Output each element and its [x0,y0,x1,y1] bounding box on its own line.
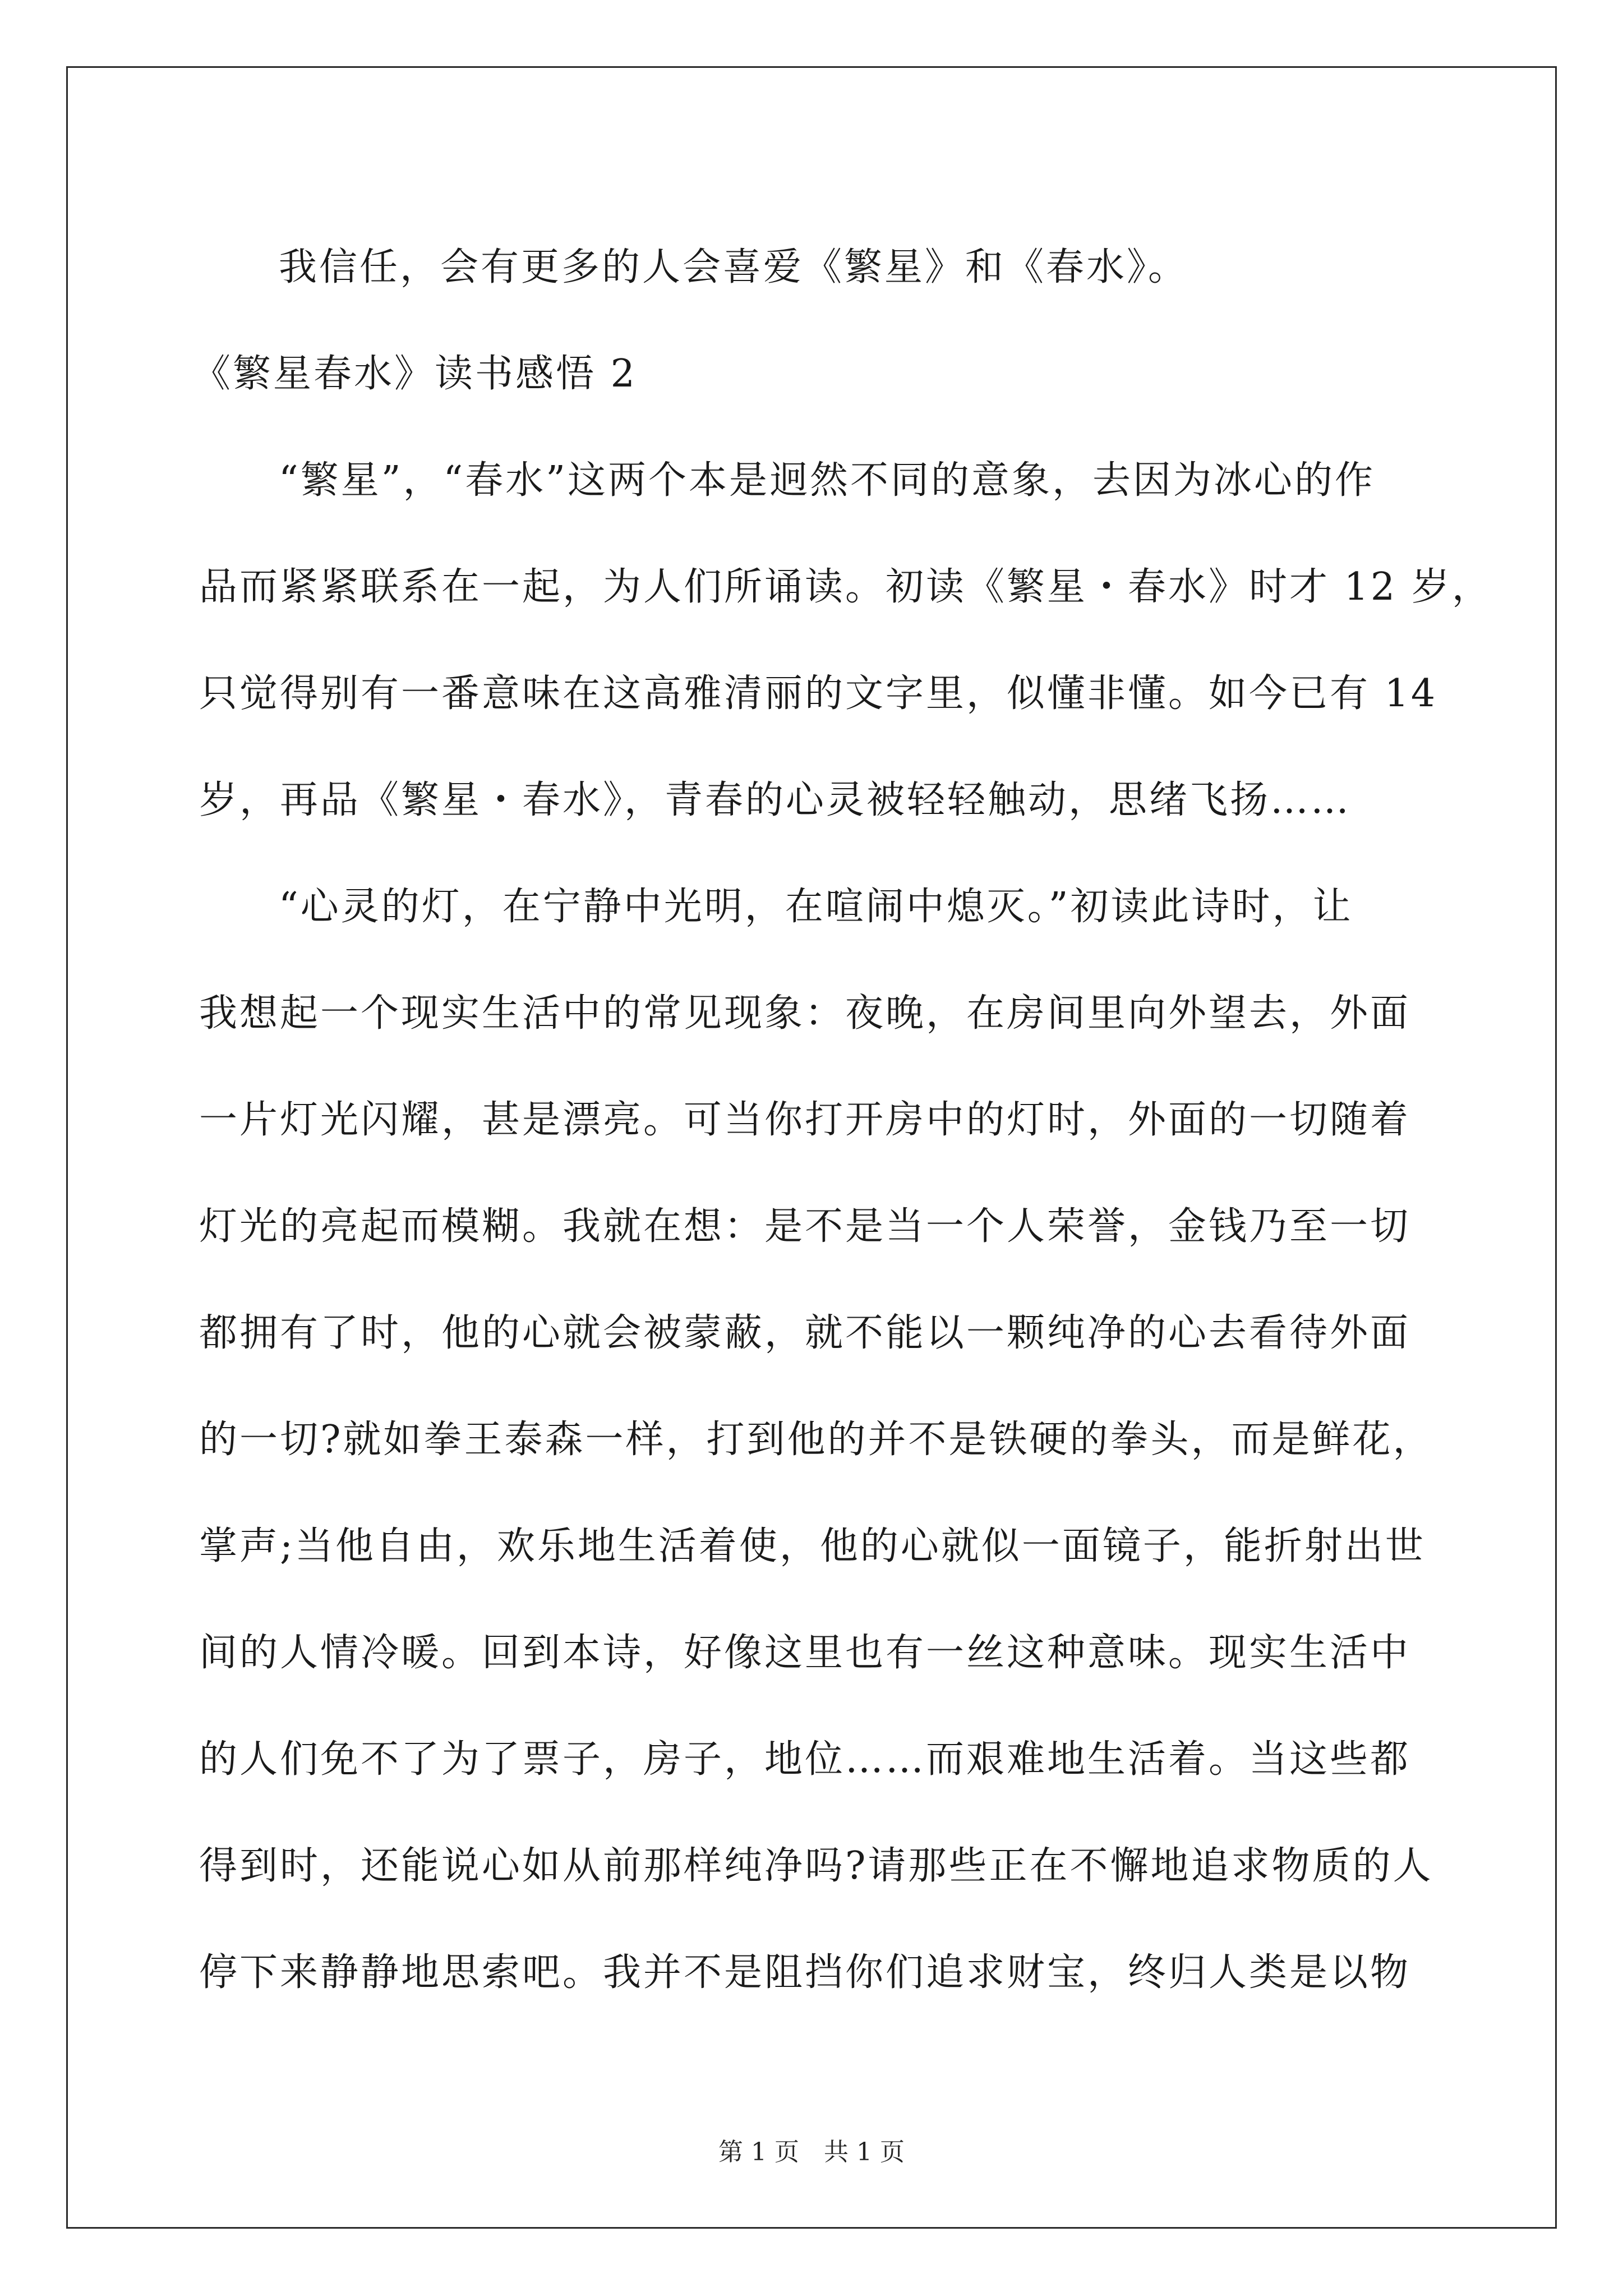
paragraph-line: 一片灯光闪耀，甚是漂亮。可当你打开房中的灯时，外面的一切随着 [199,1098,1411,1142]
paragraph-line: 岁，再品《繁星・春水》，青春的心灵被轻轻触动，思绪飞扬…… [199,778,1352,822]
section-heading: 《繁星春水》读书感悟 2 [192,352,637,396]
paragraph-line: 得到时，还能说心如从前那样纯净吗?请那些正在不懈地追求物质的人 [199,1844,1433,1888]
paragraph-line: 品而紧紧联系在一起，为人们所诵读。初读《繁星・春水》时才 12 岁， [199,565,1492,609]
paragraph-line: “繁星”，“春水”这两个本是迥然不同的意象，去因为冰心的作 [279,458,1376,503]
paragraph-line: 我想起一个现实生活中的常见现象：夜晚，在房间里向外望去，外面 [199,991,1411,1036]
paragraph-line: 的人们免不了为了票子，房子，地位……而艰难地生活着。当这些都 [199,1737,1411,1782]
paragraph-line: 的一切?就如拳王泰森一样，打到他的并不是铁硬的拳头，而是鲜花， [199,1418,1433,1462]
paragraph-line: 灯光的亮起而模糊。我就在想：是不是当一个人荣誉，金钱乃至一切 [199,1204,1411,1249]
paragraph-line: 我信任，会有更多的人会喜爱《繁星》和《春水》。 [279,245,1189,289]
paragraph-line: 只觉得别有一番意味在这高雅清丽的文字里，似懂非懂。如今已有 14 [199,671,1438,716]
paragraph-line: 都拥有了时，他的心就会被蒙蔽，就不能以一颗纯净的心去看待外面 [199,1311,1411,1355]
paragraph-line: “心灵的灯，在宁静中光明，在喧闹中熄灭。”初读此诗时，让 [279,885,1353,929]
paragraph-line: 间的人情冷暖。回到本诗，好像这里也有一丝这种意味。现实生活中 [199,1631,1411,1675]
paragraph-line: 掌声;当他自由，欢乐地生活着使，他的心就似一面镜子，能折射出世 [199,1524,1426,1568]
page-number-footer: 第 1 页 共 1 页 [718,2138,905,2166]
paragraph-line: 停下来静静地思索吧。我并不是阻挡你们追求财宝，终归人类是以物 [199,1950,1411,1995]
document-body [192,214,1492,2026]
